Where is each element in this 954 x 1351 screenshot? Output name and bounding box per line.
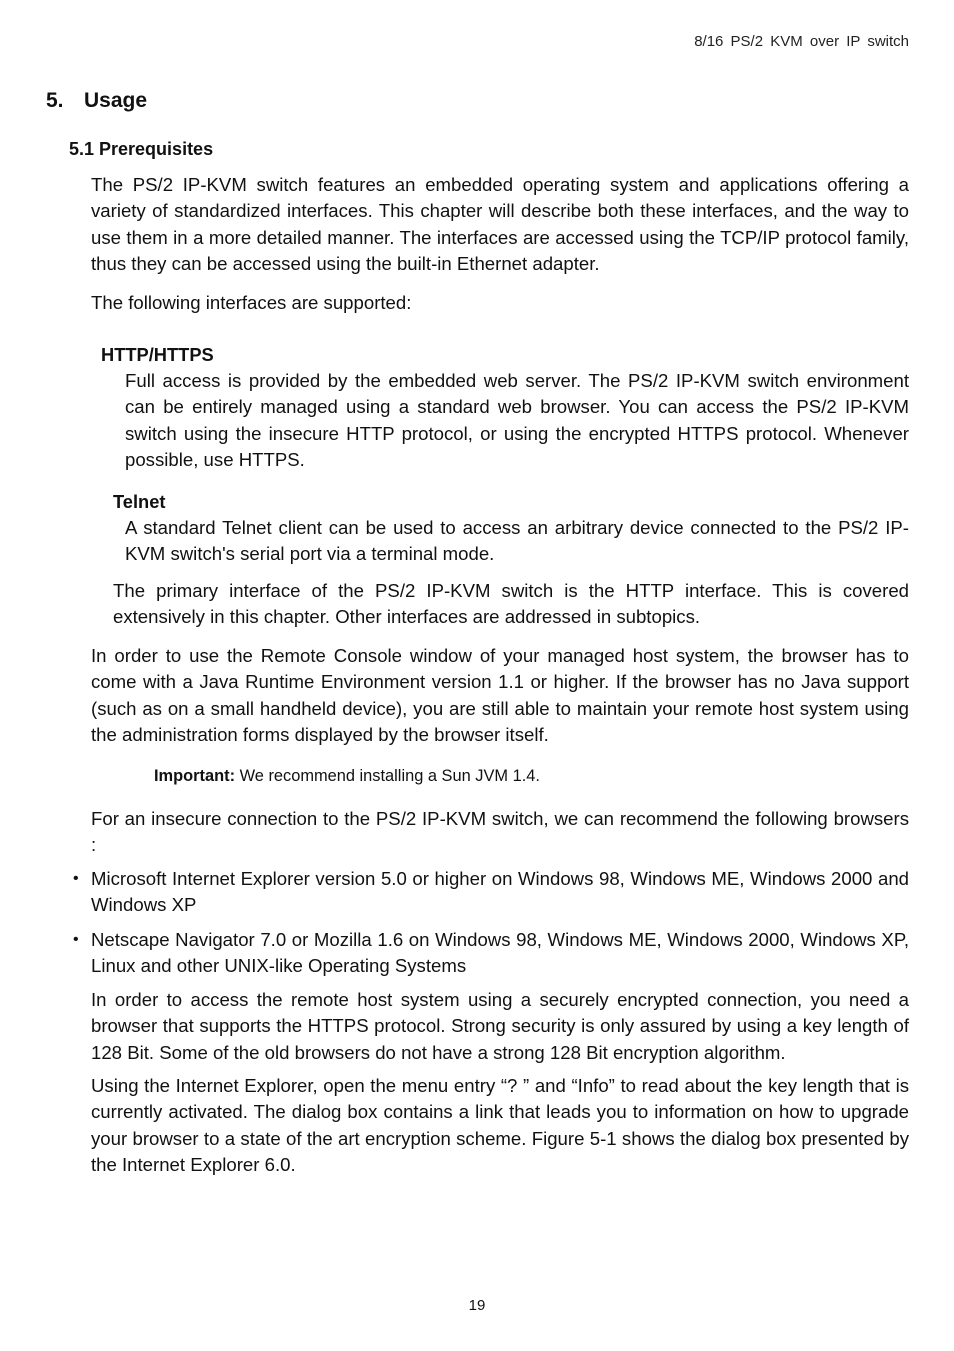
interface-term-telnet: Telnet bbox=[113, 491, 166, 512]
section-number: 5. bbox=[46, 89, 64, 112]
bullet-icon: • bbox=[73, 870, 79, 887]
subsection-heading: 5.1 Prerequisites bbox=[69, 139, 214, 159]
running-header: 8/16 PS/2 KVM over IP switch bbox=[694, 33, 909, 50]
important-text: We recommend installing a Sun JVM 1.4. bbox=[235, 767, 540, 785]
interface-term-http: HTTP/HTTPS bbox=[101, 344, 214, 365]
important-label: Important: bbox=[154, 767, 236, 785]
browser-list-item: Microsoft Internet Explorer version 5.0 or higher on Windows 98, Windows ME, Windows 2000 and Windows XP bbox=[91, 868, 909, 916]
section-heading bbox=[46, 89, 147, 113]
https-paragraph: In order to access the remote host system using a securely encrypted connection, you need a browser that supports the HTTPS protocol. Strong security is only assured by using a key length of 128 Bit. Some of the old browsers do not have a strong 128 Bit encryption algorithm. bbox=[91, 989, 909, 1063]
interface-description-telnet: A standard Telnet client can be used to access an arbitrary device connected to the PS/2 IP-KVM switch's serial port via a terminal mode. bbox=[125, 517, 909, 565]
important-note bbox=[154, 767, 540, 786]
page-number: 19 bbox=[468, 1297, 486, 1314]
supported-paragraph: The following interfaces are supported: bbox=[91, 292, 412, 313]
interface-description-http: Full access is provided by the embedded web server. The PS/2 IP-KVM switch environment can be entirely managed using a standard web browser. You can access the PS/2 IP-KVM switch using the insecure HTTP protocol, or using the encrypted HTTPS protocol. Whenever possible, use HTTPS. bbox=[125, 370, 909, 471]
section-title: Usage bbox=[84, 89, 148, 112]
insecure-browsers-paragraph: For an insecure connection to the PS/2 IP-KVM switch, we can recommend the following browsers : bbox=[91, 808, 909, 856]
intro-paragraph: The PS/2 IP-KVM switch features an embedded operating system and applications offering a variety of standardized interfaces. This chapter will describe both these interfaces, and the way to use them in a more detailed manner. The interfaces are accessed using the TCP/IP protocol family, thus they can be accessed using the built-in Ethernet adapter. bbox=[91, 174, 909, 275]
primary-interface-paragraph: The primary interface of the PS/2 IP-KVM switch is the HTTP interface. This is covered extensively in this chapter. Other interfaces are addressed in subtopics. bbox=[113, 580, 909, 628]
browser-list-item: Netscape Navigator 7.0 or Mozilla 1.6 on Windows 98, Windows ME, Windows 2000, Windows XP, Linux and other UNIX-like Operating Systems bbox=[91, 929, 909, 977]
java-paragraph: In order to use the Remote Console window of your managed host system, the browser has to come with a Java Runtime Environment version 1.1 or higher. If the browser has no Java support (such as on a small handheld device), you are still able to maintain your remote host system using the administration forms displayed by the browser itself. bbox=[91, 645, 909, 746]
ie-info-paragraph: Using the Internet Explorer, open the menu entry “? ” and “Info” to read about the key length that is currently activated. The dialog box contains a link that leads you to information on how to upgrade your browser to a state of the art encryption scheme. Figure 5-1 shows the dialog box presented by the Internet Explorer 6.0. bbox=[91, 1075, 909, 1176]
bullet-icon: • bbox=[73, 931, 79, 948]
